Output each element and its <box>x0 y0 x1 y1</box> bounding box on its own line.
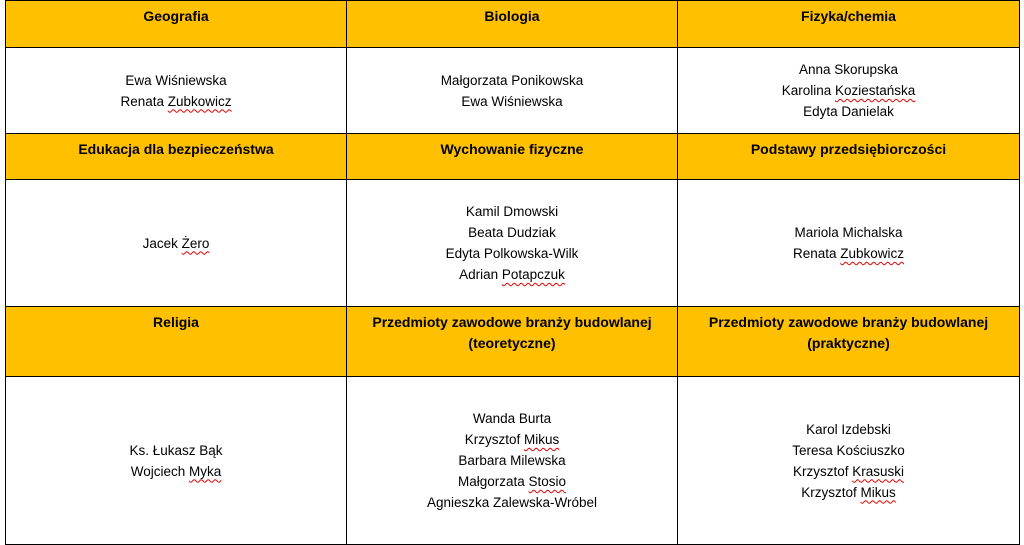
teacher-last-name: Dmowski <box>503 204 559 219</box>
subject-header: Religia <box>6 307 347 377</box>
teacher-first-name: Jacek <box>142 235 178 251</box>
teacher-first-name: Agnieszka <box>426 495 490 510</box>
teacher-first-name: Mariola <box>794 225 839 240</box>
teacher-name <box>347 222 677 243</box>
teacher-first-name: Edyta <box>803 104 838 119</box>
teacher-name <box>347 492 677 513</box>
teacher-first-name: Barbara <box>458 453 507 468</box>
teacher-first-name: Teresa <box>792 442 833 458</box>
teacher-first-name: Edyta <box>445 246 481 261</box>
teacher-last-name: Wiśniewska <box>491 93 563 109</box>
teacher-last-name: Stosio <box>528 474 567 489</box>
teacher-first-name: Małgorzata <box>457 474 525 489</box>
teacher-first-name: Beata <box>468 225 504 240</box>
teacher-last-name: Polkowska-Wilk <box>483 246 579 261</box>
teacher-last-name: Zubkowicz <box>840 246 905 261</box>
subject-header-row <box>6 307 1020 377</box>
teacher-first-name: Ewa <box>125 72 152 88</box>
teacher-name <box>6 440 346 461</box>
teacher-last-name: Ponikowska <box>511 72 584 88</box>
teacher-last-name: Kościuszko <box>836 442 905 458</box>
teacher-first-name: Krzysztof <box>801 484 857 500</box>
subject-header: Podstawy przedsiębiorczości <box>678 134 1020 180</box>
teacher-cell <box>6 48 347 134</box>
teacher-row <box>6 48 1020 134</box>
teacher-last-name: Wiśniewska <box>155 72 227 88</box>
subject-header-row <box>6 1 1020 48</box>
teacher-last-name: Koziestańska <box>835 83 916 98</box>
teacher-last-name: Mikus <box>860 484 896 500</box>
subject-header: Wychowanie fizyczne <box>347 134 678 180</box>
teacher-cell <box>6 180 347 307</box>
teacher-cell <box>347 48 678 134</box>
teacher-row <box>6 180 1020 307</box>
teacher-name <box>678 243 1019 264</box>
teacher-first-name: Ewa <box>461 93 488 109</box>
teacher-name <box>678 222 1019 243</box>
teacher-last-name: Skorupska <box>834 62 899 77</box>
teacher-name <box>678 80 1019 101</box>
subject-header: Biologia <box>347 1 678 48</box>
subject-header: Przedmioty zawodowe branży budowlanej (praktyczne) <box>678 307 1020 377</box>
teacher-name <box>347 91 677 112</box>
teacher-last-name: Żero <box>181 235 210 251</box>
teacher-name <box>347 429 677 450</box>
teacher-last-name: Mikus <box>524 432 560 447</box>
subject-header: Edukacja dla bezpieczeństwa <box>6 134 347 180</box>
subject-header: Fizyka/chemia <box>678 1 1020 48</box>
teacher-first-name: Krzysztof <box>792 463 849 479</box>
teacher-name <box>6 461 346 482</box>
teacher-name <box>6 70 346 91</box>
teacher-cell <box>678 377 1020 545</box>
teacher-last-name: Burta <box>518 411 552 426</box>
teacher-name <box>678 482 1019 503</box>
teacher-first-name: Wojciech <box>130 463 186 479</box>
teacher-last-name: Izdebski <box>841 421 891 437</box>
teacher-first-name: Karol <box>806 421 838 437</box>
teacher-last-name: Krasuski <box>852 463 905 479</box>
teacher-first-name: Krzysztof <box>464 432 521 447</box>
teacher-first-name: Renata <box>120 93 164 109</box>
teacher-last-name: Myka <box>189 463 222 479</box>
teacher-last-name: Bąk <box>199 442 223 458</box>
teacher-first-name: Renata <box>792 246 837 261</box>
teacher-first-name: Karolina <box>781 83 832 98</box>
teacher-row <box>6 377 1020 545</box>
teacher-last-name: Zalewska-Wróbel <box>493 495 598 510</box>
teacher-last-name: Danielak <box>841 104 894 119</box>
subject-header: Geografia <box>6 1 347 48</box>
teacher-first-name: Adrian <box>459 267 499 282</box>
subject-header: Przedmioty zawodowe branży budowlanej (teoretyczne) <box>347 307 678 377</box>
teacher-cell <box>6 377 347 545</box>
teacher-last-name: Milewska <box>510 453 566 468</box>
teacher-name <box>347 471 677 492</box>
teacher-first-name: Kamil <box>465 204 500 219</box>
teacher-cell <box>678 48 1020 134</box>
teacher-name <box>678 59 1019 80</box>
teacher-name <box>347 201 677 222</box>
teacher-name <box>347 70 677 91</box>
teacher-name <box>347 264 677 285</box>
teacher-name <box>347 243 677 264</box>
teacher-cell <box>347 180 678 307</box>
teacher-name <box>678 461 1019 482</box>
teacher-cell <box>678 180 1020 307</box>
teacher-name <box>6 233 346 254</box>
teacher-first-name: Ks. Łukasz <box>129 442 196 458</box>
teacher-last-name: Dudziak <box>507 225 556 240</box>
teacher-cell <box>347 377 678 545</box>
teacher-name <box>678 440 1019 461</box>
teacher-first-name: Anna <box>798 62 831 77</box>
teacher-last-name: Potapczuk <box>501 267 565 282</box>
teacher-name <box>678 419 1019 440</box>
teacher-name <box>678 101 1019 122</box>
teacher-last-name: Zubkowicz <box>167 93 232 109</box>
teacher-name <box>347 408 677 429</box>
teacher-last-name: Michalska <box>842 225 903 240</box>
teachers-table <box>5 0 1019 544</box>
teacher-name <box>347 450 677 471</box>
teacher-first-name: Wanda <box>472 411 516 426</box>
teacher-name <box>6 91 346 112</box>
teacher-first-name: Małgorzata <box>440 72 508 88</box>
subject-header-row <box>6 134 1020 180</box>
